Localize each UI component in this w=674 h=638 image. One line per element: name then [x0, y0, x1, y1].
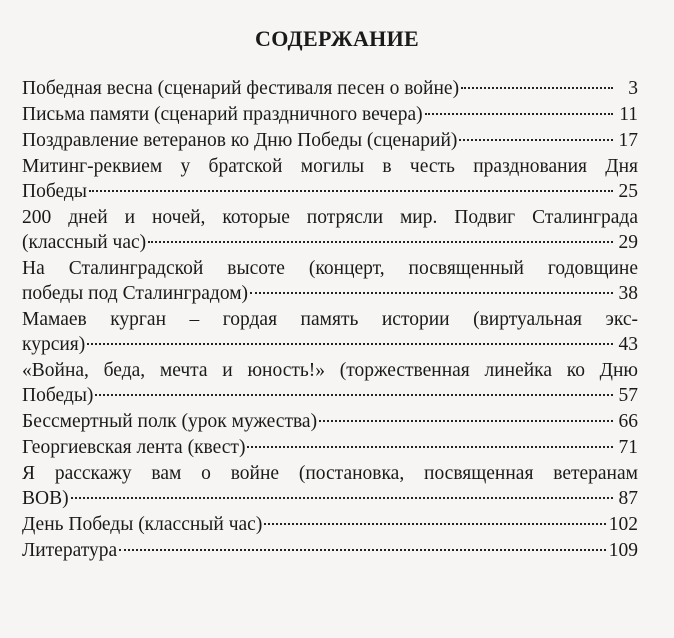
toc-page-number: 11	[619, 104, 638, 125]
toc-page-number: 71	[618, 437, 638, 458]
toc-entry-row	[22, 102, 638, 127]
toc-entry-title: победы под Сталинградом)	[22, 283, 249, 304]
toc-entry[interactable]	[22, 409, 638, 434]
toc-entry-title: Георгиевская лента (квест)	[22, 437, 246, 458]
toc-entry-title: (классный час)	[22, 232, 147, 253]
toc-entry[interactable]	[22, 102, 638, 127]
dot-leader	[461, 87, 613, 89]
toc-page-number: 43	[618, 334, 638, 355]
toc-entry[interactable]	[22, 461, 638, 511]
dot-leader	[148, 241, 613, 243]
dot-leader	[250, 292, 613, 294]
toc-entry[interactable]	[22, 205, 638, 255]
toc-entry-line: Мамаев курган – гордая память истории (виртуальная экс-	[22, 309, 638, 330]
toc-page-number: 25	[618, 181, 638, 202]
toc-entry-title: Победная весна (сценарий фестиваля песен о войне)	[22, 78, 460, 99]
toc-entry-title: Поздравление ветеранов ко Дню Победы (сценарий)	[22, 130, 458, 151]
toc-entry-row	[22, 538, 638, 563]
toc-entry-row	[22, 230, 638, 255]
toc-entry-row	[22, 383, 638, 408]
toc-page-number: 57	[618, 385, 638, 406]
toc-entry-line: Митинг-реквием у братской могилы в честь празднования Дня	[22, 156, 638, 177]
dot-leader	[264, 523, 605, 525]
dot-leader	[425, 113, 613, 115]
toc-entry-title: ВОВ)	[22, 488, 69, 509]
toc-entry-title: Письма памяти (сценарий праздничного вечера)	[22, 104, 423, 125]
toc-entry[interactable]	[22, 154, 638, 204]
toc-page-number: 29	[618, 232, 638, 253]
dot-leader	[119, 549, 606, 551]
toc-entry-line: 200 дней и ночей, которые потрясли мир. Подвиг Сталинграда	[22, 207, 638, 228]
toc-entry-row	[22, 179, 638, 204]
toc-entry-row	[22, 76, 638, 101]
toc-page-number: 3	[628, 78, 638, 99]
toc-entry[interactable]	[22, 128, 638, 153]
dot-leader	[71, 497, 613, 499]
toc-entry-title: День Победы (классный час)	[22, 514, 263, 535]
toc-entry-line: «Война, беда, мечта и юность!» (торжественная линейка ко Дню	[22, 360, 638, 381]
toc-entry[interactable]	[22, 76, 638, 101]
toc-entry-row	[22, 332, 638, 357]
toc-entry[interactable]	[22, 512, 638, 537]
toc-entry-title: Бессмертный полк (урок мужества)	[22, 411, 318, 432]
dot-leader	[87, 343, 613, 345]
toc-entry-title: Победы)	[22, 385, 94, 406]
toc-entry-row	[22, 435, 638, 460]
toc-entry-title: Победы	[22, 181, 87, 202]
table-of-contents	[22, 76, 638, 564]
dot-leader	[95, 394, 613, 396]
toc-page-number: 38	[618, 283, 638, 304]
page-title: СОДЕРЖАНИЕ	[255, 26, 419, 51]
dot-leader	[319, 420, 613, 422]
toc-entry[interactable]	[22, 358, 638, 408]
toc-entry[interactable]	[22, 435, 638, 460]
toc-entry-row	[22, 281, 638, 306]
toc-entry-row	[22, 409, 638, 434]
toc-page-number: 109	[608, 540, 638, 561]
toc-entry-line: Я расскажу вам о войне (постановка, посвященная ветеранам	[22, 463, 638, 484]
dot-leader	[89, 190, 613, 192]
toc-entry-row	[22, 512, 638, 537]
toc-entry[interactable]	[22, 256, 638, 306]
toc-entry[interactable]	[22, 538, 638, 563]
dot-leader	[247, 446, 613, 448]
toc-entry-title: курсия)	[22, 334, 86, 355]
toc-page-number: 87	[618, 488, 638, 509]
toc-page-number: 102	[608, 514, 638, 535]
toc-page-number: 66	[618, 411, 638, 432]
toc-entry-row	[22, 486, 638, 511]
toc-page-number: 17	[618, 130, 638, 151]
toc-entry-line: На Сталинградской высоте (концерт, посвященный годовщине	[22, 258, 638, 279]
toc-entry[interactable]	[22, 307, 638, 357]
toc-entry-row	[22, 128, 638, 153]
dot-leader	[459, 139, 613, 141]
toc-entry-title: Литература	[22, 540, 118, 561]
